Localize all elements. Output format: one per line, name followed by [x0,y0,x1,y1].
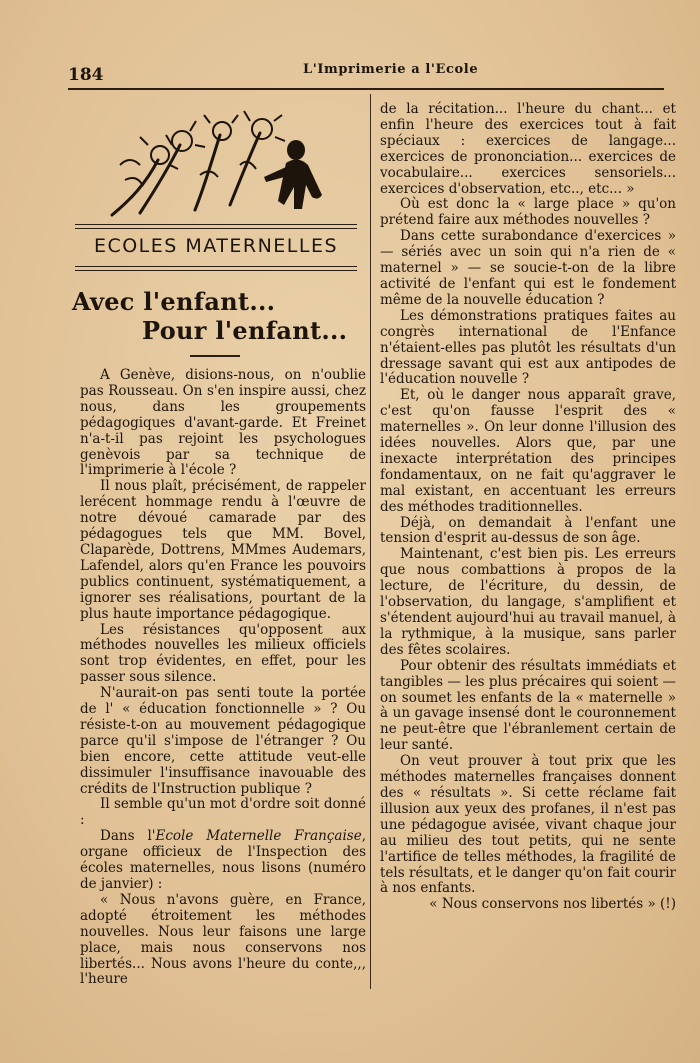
quotation-continued: de la récitation... l'heure du chant... et enfin l'heure des exercices tout à fait spéciaux : exercices de langage... exercices de prononciation... exercices de vocabulaire... exercices sensoriels... exercices d'observation, etc.., etc... » [380,101,676,197]
article-paragraph: On veut prouver à tout prix que les méthodes maternelles françaises donnent des « résultats ». Si cette réclame fait illusion aux yeux des profanes, il n'est pas une pédagogue avisée, vivant chaque jour au milieu des tout petits, qui ne sente l'artifice de telles méthodes, la fragilité de tels résultats, et le danger qu'on fait courir à nos enfants. [380,753,676,897]
title-rule-top [75,224,357,229]
quotation-start: « Nous n'avons guère, en France, adopté étroitement les méthodes nouvelles. Nous leur faisons une large place, mais nous conservons nos libertés... Nous avons l'heure du conte,,, l'heure [80,891,366,988]
article-paragraph: Déjà, on demandait à l'enfant une tension d'esprit au-dessus de son âge. [380,514,676,547]
header-rule [68,88,664,90]
headline-line-2: Pour l'enfant... [142,316,348,345]
article-column-right [380,102,676,913]
quote-introduction [80,829,366,893]
child-with-flowers-drawing [100,105,340,220]
article-paragraph: Il semble qu'un mot d'ordre soit donné : [80,796,366,829]
article-paragraph: Pour obtenir des résultats immédiats et tangibles — les plus précaires qui soient — on soumet les enfants de la « maternelle » à un gavage insensé dont le couronnement ne peut-être que l'ébranlement certain de leur santé. [380,657,676,754]
article-paragraph: Les résistances qu'opposent aux méthodes nouvelles les milieux officiels sont trop évidentes, en effet, pour les passer sous silence. [80,621,366,686]
section-title: ECOLES MATERNELLES [93,235,339,257]
article-paragraph: Dans cette surabondance d'exercices » — sériés avec un soin qui n'a rien de « maternel » — se soucie-t-on de la libre activité de l'enfant qui est le fondement même de la nouvelle éducation ? [380,228,676,308]
article-paragraph: Où est donc la « large place » qu'on prétend faire aux méthodes nouvelles ? [380,196,676,229]
quote-intro-after: , organe officieux de l'Inspection des écoles maternelles, nous lisons (numéro de janvier) : [80,828,366,892]
quote-intro-before: Dans l' [100,828,156,845]
article-paragraph: Et, où le danger nous apparaît grave, c'est qu'on fausse l'esprit des « maternelles ». On leur donne l'illusion des idées nouvelles. Alors que, par une inexacte interprétation des principes fondamentaux, on ne fait qu'aggraver le mal existant, en accentuant les erreurs des méthodes traditionnelles. [380,387,676,515]
title-rule-bottom [75,266,357,271]
page-number: 184 [68,65,104,85]
page-header [68,58,666,88]
closing-line: « Nous conservons nos libertés » (!) [429,896,676,913]
headline-line-1: Avec l'enfant... [72,287,276,316]
article-paragraph: Les démonstrations pratiques faites au congrès international de l'Enfance n'étaient-elles pas plutôt les résultats d'un dressage savant qui est aux antipodes de l'éducation nouvelle ? [380,307,676,388]
running-title: L'Imprimerie a l'Ecole [303,62,479,77]
article-paragraph: Maintenant, c'est bien pis. Les erreurs que nous combattions à propos de la lecture, de l'écriture, du dessin, de l'observation, du langage, s'amplifient et s'étendent aujourd'hui au travail manuel, à la rythmique, à la musique, sans parler des fêtes scolaires. [380,546,676,658]
article-paragraph: A Genève, disions-nous, on n'oublie pas Rousseau. On s'en inspire aussi, chez nous, dans les groupements pédagogiques d'avant-garde. Et Freinet n'a-t-il pas rejoint les psychologues genèvois par sa technique de l'imprimerie à l'école ? [80,367,366,479]
headline-rule [190,355,240,357]
article-column-left [80,368,366,988]
article-paragraph: N'aurait-on pas senti toute la portée de l' « éducation fonctionnelle » ? Ou résiste-t-on au mouvement pédagogique parce qu'il s'impose de l'étranger ? Ou bien encore, cette attitude veut-elle dissimuler l'insuffisance inavouable des crédits de l'Instruction publique ? [80,685,366,797]
column-divider [370,94,371,989]
article-paragraph: Il nous plaît, précisément, de rappeler lerécent hommage rendu à l'œuvre de notre dévoué camarade par des pédagogues tels que MM. Bovel, Claparède, Dottrens, MMmes Audemars, Lafendel, alors qu'en France les pouvoirs publics continuent, systématiquement, a ignorer ses réalisations, pourtant de la plus haute importance pédagogique. [80,478,366,622]
publication-title: Ecole Maternelle Française [155,828,362,845]
